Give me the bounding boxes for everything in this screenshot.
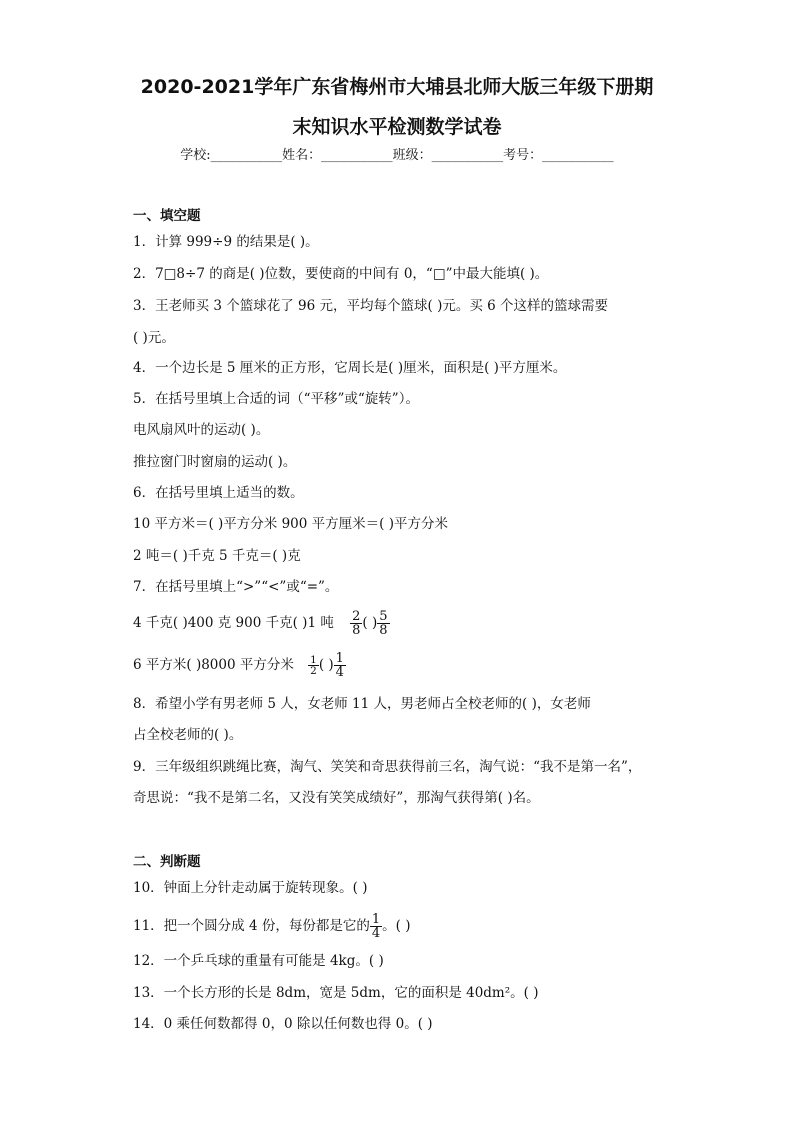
q11-line	[133, 913, 410, 940]
q7-row-2	[133, 652, 346, 679]
title-line-1: 2020-2021学年广东省梅州市大埔县北师大版三年级下册期	[140, 76, 654, 98]
question-line: 3．王老师买 3 个篮球花了 96 元，平均每个篮球( )元。买 6 个这样的篮球需要	[133, 298, 609, 314]
fraction	[377, 610, 389, 637]
q7-row1-text: 4 千克( )400 克 900 千克( )1 吨	[133, 615, 334, 631]
q7-row1-blank: ( )	[362, 615, 378, 631]
question-line: 5．在括号里填上合适的词（“平移”或“旋转”）。	[133, 391, 419, 407]
fraction-denominator: 2	[310, 665, 317, 677]
question-line: 13．一个长方形的长是 8dm，宽是 5dm，它的面积是 40dm²。( )	[133, 985, 539, 1001]
q7-row-1	[133, 610, 390, 637]
section-1-heading: 一、填空题	[133, 208, 201, 224]
question-line: 10．钟面上分针走动属于旋转现象。( )	[133, 880, 368, 896]
title-line-2: 末知识水平检测数学试卷	[292, 116, 502, 138]
question-line: 14．0 乘任何数都得 0，0 除以任何数也得 0。( )	[133, 1016, 433, 1032]
fraction	[370, 913, 382, 940]
q7-row2-text: 6 平方米( )8000 平方分米	[133, 657, 294, 673]
student-info-line: 学校:___________姓名：___________班级：___________考号：___________	[180, 148, 614, 163]
question-line: 10 平方米＝( )平方分米 900 平方厘米＝( )平方分米	[133, 516, 448, 532]
question-line: 奇思说：“我不是第二名，又没有笑笑成绩好”，那淘气获得第( )名。	[133, 790, 540, 806]
q7-row2-blank: ( )	[318, 657, 334, 673]
question-line: 2 吨＝( )千克 5 千克＝( )克	[133, 548, 301, 564]
q11-text: 11．把一个圆分成 4 份，每份都是它的	[133, 918, 370, 934]
question-line: 7．在括号里填上“>”“<”或“=”。	[133, 579, 339, 595]
q11-blank: 。( )	[382, 918, 411, 934]
fraction-denominator: 8	[379, 623, 388, 638]
question-line: 6．在括号里填上适当的数。	[133, 485, 304, 501]
fraction-numerator: 1	[371, 912, 381, 927]
fraction-numerator: 1	[310, 654, 317, 666]
question-line: 1．计算 999÷9 的结果是( )。	[133, 234, 319, 250]
fraction-denominator: 4	[371, 926, 381, 941]
question-line: ( )元。	[133, 330, 175, 346]
question-line: 占全校老师的( )。	[133, 727, 243, 743]
question-line: 推拉窗门时窗扇的运动( )。	[133, 454, 297, 470]
question-line: 12．一个乒乓球的重量有可能是 4kg。( )	[133, 953, 384, 969]
fraction	[334, 652, 346, 679]
fraction	[350, 610, 362, 637]
question-line: 4．一个边长是 5 厘米的正方形，它周长是( )厘米，面积是( )平方厘米。	[133, 360, 567, 376]
fraction	[308, 655, 319, 676]
fraction-numerator: 5	[379, 609, 388, 624]
question-line: 2．7□8÷7 的商是( )位数，要使商的中间有 0，“□”中最大能填( )。	[133, 266, 549, 282]
fraction-numerator: 2	[352, 609, 361, 624]
question-line: 8．希望小学有男老师 5 人，女老师 11 人，男老师占全校老师的( )，女老师	[133, 696, 591, 712]
fraction-numerator: 1	[335, 651, 344, 666]
fraction-denominator: 4	[335, 665, 344, 680]
question-line: 电风扇风叶的运动( )。	[133, 422, 270, 438]
section-2-heading: 二、判断题	[133, 854, 201, 870]
fraction-denominator: 8	[352, 623, 361, 638]
question-line: 9．三年级组织跳绳比赛，淘气、笑笑和奇思获得前三名，淘气说：“我不是第一名”，	[133, 759, 642, 775]
